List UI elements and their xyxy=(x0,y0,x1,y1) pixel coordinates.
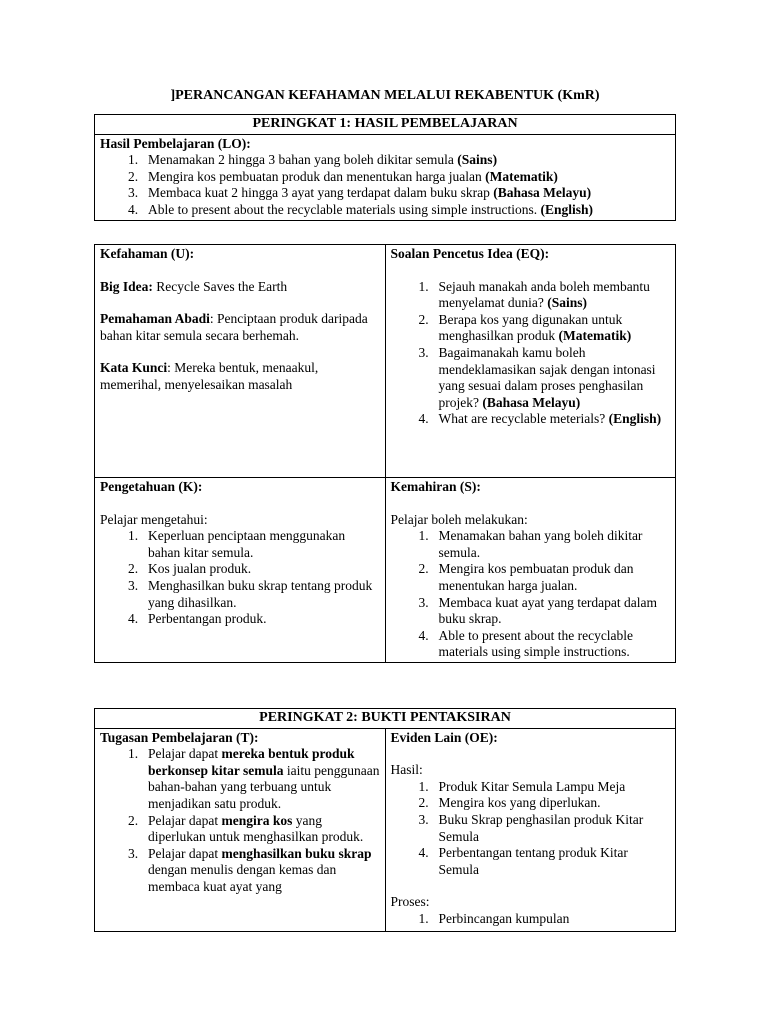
list-item: 4. Able to present about the recyclable materials using simple instructions. (English) xyxy=(128,201,594,217)
proses-list xyxy=(391,911,671,928)
page-title: ]PERANCANGAN KEFAHAMAN MELALUI REKABENTUK (KmR) xyxy=(170,88,600,103)
list-item: 2. Mengira kos pembuatan produk dan menentukan harga jualan (Matematik) xyxy=(128,168,558,184)
skills-list xyxy=(391,528,671,661)
oe-label: Eviden Lain (OE): xyxy=(390,729,498,745)
hasil-label: Hasil: xyxy=(390,762,423,778)
level1-header: PERINGKAT 1: HASIL PEMBELAJARAN xyxy=(95,115,676,135)
big-idea: Big Idea: Recycle Saves the Earth xyxy=(100,278,288,294)
understanding-table xyxy=(94,244,676,663)
list-item: 3. Menghasilkan buku skrap tentang produk yang dihasilkan. xyxy=(128,577,373,610)
skills-intro: Pelajar boleh melakukan: xyxy=(390,511,528,527)
lo-list xyxy=(100,152,670,218)
list-item: 2. Berapa kos yang digunakan untuk menghasilkan produk (Matematik) xyxy=(418,311,632,344)
list-item: 4. Perbentangan tentang produk Kitar Semula xyxy=(418,845,628,877)
learning-outcomes-cell xyxy=(95,134,676,220)
list-item: 4. Perbentangan produk. xyxy=(128,611,267,627)
knowledge-cell xyxy=(95,478,386,663)
level2-table xyxy=(94,708,676,932)
tasks-label: Tugasan Pembelajaran (T): xyxy=(100,729,259,745)
knowledge-label: Pengetahuan (K): xyxy=(100,479,203,494)
proses-label: Proses: xyxy=(390,894,430,910)
level2-header: PERINGKAT 2: BUKTI PENTAKSIRAN xyxy=(95,709,676,729)
list-item: 3. Buku Skrap penghasilan produk Kitar Semula xyxy=(418,811,644,844)
eq-label: Soalan Pencetus Idea (EQ): xyxy=(390,246,550,261)
knowledge-intro: Pelajar mengetahui: xyxy=(100,511,208,527)
other-evidence-cell xyxy=(385,728,676,931)
level1-table xyxy=(94,114,676,221)
list-item: 1. Sejauh manakah anda boleh membantu menyelamat dunia? (Sains) xyxy=(418,278,650,311)
knowledge-list xyxy=(100,528,380,628)
lo-label: Hasil Pembelajaran (LO): xyxy=(100,135,251,151)
list-item: 1. Pelajar dapat mereka bentuk produk berkonsep kitar semula iaitu penggunaan bahan-bahan yang terbuang untuk menjadikan satu produk. xyxy=(128,746,380,811)
list-item: 1. Keperluan penciptaan menggunakan bahan kitar semula. xyxy=(128,528,346,560)
list-item: 4. Able to present about the recyclable materials using simple instructions. xyxy=(418,627,634,660)
list-item: 3. Pelajar dapat menghasilkan buku skrap dengan menulis dengan kemas dan membaca kuat ayat yang xyxy=(128,845,372,894)
understanding-cell xyxy=(95,245,386,478)
tasks-list xyxy=(100,746,380,895)
hasil-list xyxy=(391,779,671,879)
pemahaman-abadi: Pemahaman Abadi: Penciptaan produk daripada bahan kitar semula secara berhemah. xyxy=(100,311,368,343)
list-item: 3. Membaca kuat 2 hingga 3 ayat yang terdapat dalam buku skrap (Bahasa Melayu) xyxy=(128,185,592,201)
list-item: 2. Pelajar dapat mengira kos yang diperlukan untuk menghasilkan produk. xyxy=(128,812,364,845)
understanding-label: Kefahaman (U): xyxy=(100,246,195,261)
kata-kunci: Kata Kunci: Mereka bentuk, menaakul, memerihal, menyelesaikan masalah xyxy=(100,360,319,392)
skills-label: Kemahiran (S): xyxy=(390,479,481,494)
eq-cell xyxy=(385,245,676,478)
list-item: 2. Mengira kos yang diperlukan. xyxy=(418,795,601,811)
list-item: 1. Perbincangan kumpulan xyxy=(418,910,570,926)
list-item: 1. Menamakan bahan yang boleh dikitar semula. xyxy=(418,528,643,560)
list-item: 1. Menamakan 2 hingga 3 bahan yang boleh dikitar semula (Sains) xyxy=(128,152,498,168)
list-item: 2. Kos jualan produk. xyxy=(128,561,252,577)
list-item: 2. Mengira kos pembuatan produk dan menentukan harga jualan. xyxy=(418,561,634,593)
list-item: 3. Bagaimanakah kamu boleh mendeklamasikan sajak dengan intonasi yang sesuai dalam proses penghasilan projek? (Bahasa Melayu) xyxy=(418,344,656,410)
tasks-cell xyxy=(95,728,386,931)
list-item: 1. Produk Kitar Semula Lampu Meja xyxy=(418,778,626,794)
skills-cell xyxy=(385,478,676,663)
eq-list xyxy=(391,279,671,428)
list-item: 4. What are recyclable meterials? (English) xyxy=(418,411,662,427)
list-item: 3. Membaca kuat ayat yang terdapat dalam buku skrap. xyxy=(418,594,658,627)
